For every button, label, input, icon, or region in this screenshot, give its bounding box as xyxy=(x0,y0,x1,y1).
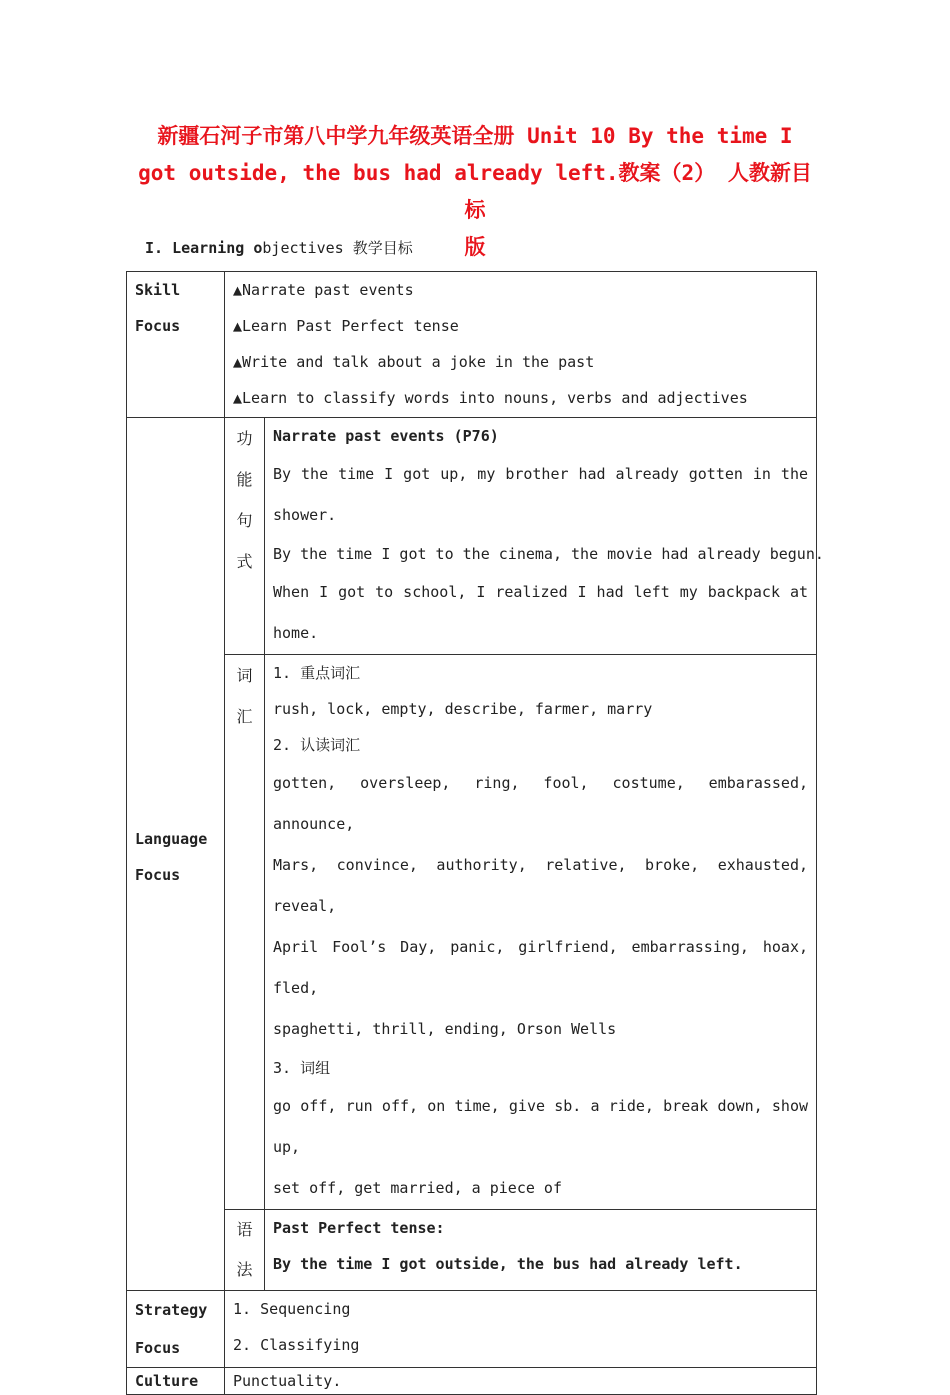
vocab-heading-key: 1. 重点词汇 xyxy=(273,664,361,682)
functional-char: 句 xyxy=(236,511,253,530)
skill-item: ▲Narrate past events xyxy=(233,281,414,299)
grammar-char: 法 xyxy=(236,1260,253,1279)
section-number: I. xyxy=(145,239,164,257)
culture-content: Punctuality. xyxy=(225,1368,817,1395)
functional-label xyxy=(225,418,265,655)
skill-item: ▲Learn Past Perfect tense xyxy=(233,317,459,335)
strategy-focus-label xyxy=(127,1291,225,1368)
skill-label-line-1: Skill xyxy=(135,281,181,299)
skill-focus-label xyxy=(127,272,225,418)
row-functional-sentences xyxy=(127,418,817,655)
functional-char: 功 xyxy=(236,429,253,448)
strategy-focus-content xyxy=(225,1291,817,1368)
vocab-recognize-line: gotten, oversleep, ring, fool, costume, embarassed, announce, xyxy=(273,774,809,833)
objectives-table xyxy=(126,271,824,1395)
title-line-3: 版 xyxy=(464,235,486,259)
section-label-bold: Learning o xyxy=(172,239,263,257)
vocab-heading-recognize: 2. 认读词汇 xyxy=(273,736,361,754)
skill-focus-content xyxy=(225,272,817,418)
functional-content xyxy=(265,418,824,655)
strategy-label-line-2: Focus xyxy=(135,1339,181,1357)
functional-char: 能 xyxy=(236,470,253,489)
grammar-content xyxy=(265,1210,817,1291)
row-grammar xyxy=(127,1210,817,1291)
functional-sentence: By the time I got up, my brother had already gotten in the xyxy=(273,465,809,483)
skill-item: ▲Write and talk about a joke in the past xyxy=(233,353,595,371)
row-vocabulary xyxy=(127,655,817,1210)
functional-sentence: home. xyxy=(273,624,319,642)
vocab-phrases-line: set off, get married, a piece of xyxy=(273,1179,562,1197)
vocab-key-words: rush, lock, empty, describe, farmer, marry xyxy=(273,700,653,718)
title-line-1: 新疆石河子市第八中学九年级英语全册 Unit 10 By the time I xyxy=(157,124,793,148)
language-label-line-2: Focus xyxy=(135,866,181,884)
vocab-recognize-line: spaghetti, thrill, ending, Orson Wells xyxy=(273,1020,617,1038)
strategy-label-line-1: Strategy xyxy=(135,1301,208,1319)
row-strategy-focus xyxy=(127,1291,817,1368)
vocab-recognize-line: Mars, convince, authority, relative, broke, exhausted, reveal, xyxy=(273,856,809,915)
functional-sentence: By the time I got to the cinema, the movie had already begun. xyxy=(273,545,824,563)
skill-label-line-2: Focus xyxy=(135,317,181,335)
vocab-char: 汇 xyxy=(236,707,253,726)
vocab-recognize-line: April Fool’s Day, panic, girlfriend, embarrassing, hoax, fled, xyxy=(273,938,809,997)
grammar-heading: Past Perfect tense: xyxy=(273,1219,445,1237)
vocab-label xyxy=(225,655,265,1210)
section-label-rest: bjectives 教学目标 xyxy=(262,239,413,257)
culture-label: Culture xyxy=(127,1368,225,1395)
language-focus-label xyxy=(127,418,225,1291)
skill-item: ▲Learn to classify words into nouns, verbs and adjectives xyxy=(233,389,748,407)
strategy-item: 2. Classifying xyxy=(233,1336,360,1354)
grammar-char: 语 xyxy=(236,1220,253,1239)
strategy-item: 1. Sequencing xyxy=(233,1300,351,1318)
row-skill-focus xyxy=(127,272,817,418)
row-culture xyxy=(127,1368,817,1395)
functional-heading: Narrate past events (P76) xyxy=(273,427,499,445)
vocab-heading-phrases: 3. 词组 xyxy=(273,1059,331,1077)
vocab-phrases-line: go off, run off, on time, give sb. a ride, break down, show up, xyxy=(273,1097,809,1156)
vocab-char: 词 xyxy=(236,666,253,685)
functional-sentence: When I got to school, I realized I had left my backpack at xyxy=(273,583,809,601)
vocab-content xyxy=(265,655,817,1210)
grammar-example: By the time I got outside, the bus had already left. xyxy=(273,1255,743,1273)
section-heading xyxy=(145,237,413,258)
grammar-label xyxy=(225,1210,265,1291)
functional-sentence: shower. xyxy=(273,506,337,524)
title-line-2: got outside, the bus had already left.教案（2） 人教新目标 xyxy=(138,161,812,222)
functional-char: 式 xyxy=(236,552,253,571)
language-label-line-1: Language xyxy=(135,830,208,848)
